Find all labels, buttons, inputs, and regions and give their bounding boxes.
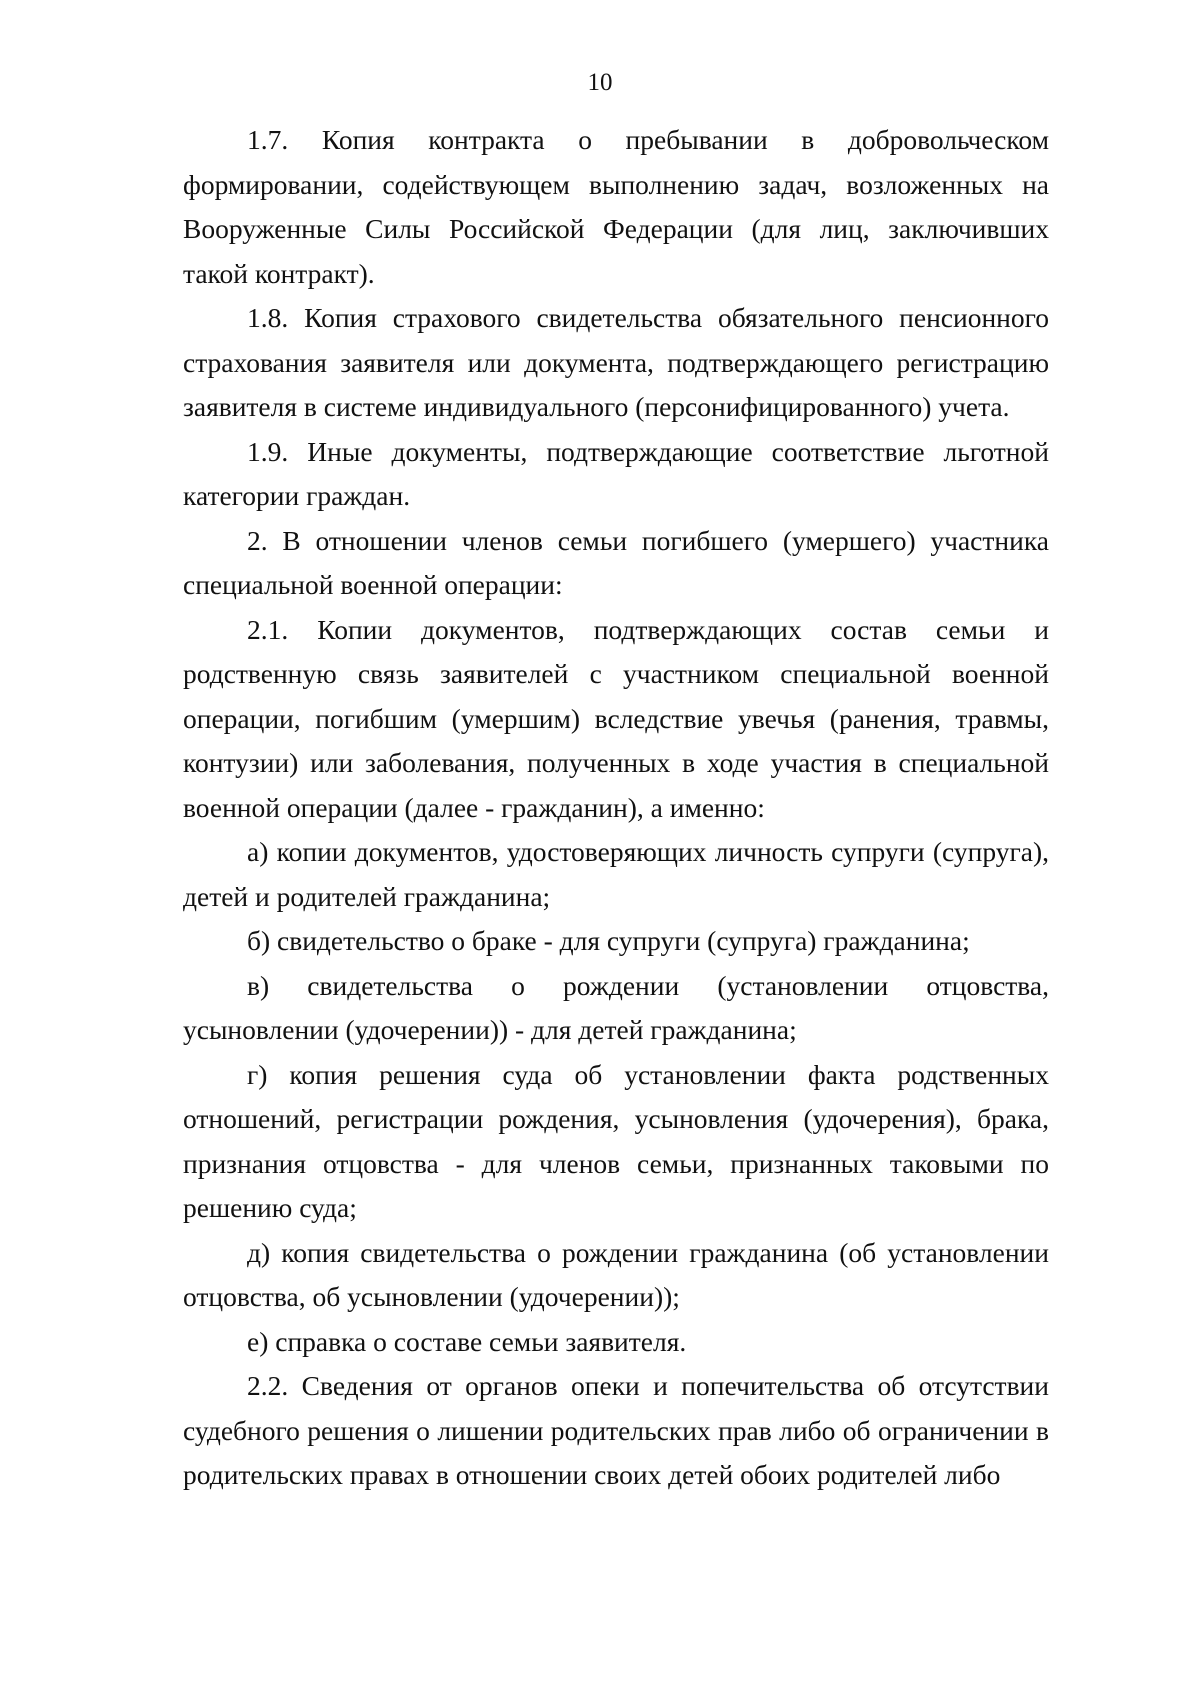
paragraph-1-9: 1.9. Иные документы, подтверждающие соответствие льготной категории граждан. <box>183 435 1049 511</box>
paragraph-2-1: 2.1. Копии документов, подтверждающих состав семьи и родственную связь заявителей с участником специальной военной операции, погибшим (умершим) вследствие увечья (ранения, травмы, контузии) или заболевания, полученных в ходе участия в специальной военной операции (далее - гражданин), а именно: <box>183 613 1049 823</box>
paragraph-1-8: 1.8. Копия страхового свидетельства обязательного пенсионного страхования заявителя или документа, подтверждающего регистрацию заявителя в системе индивидуального (персонифицированного) учета. <box>183 302 1049 422</box>
list-item-g: г) копия решения суда об установлении факта родственных отношений, регистрации рождения, усыновления (удочерения), брака, признания отцовства - для членов семьи, признанных таковыми по решению суда; <box>183 1058 1049 1223</box>
list-item-a: а) копии документов, удостоверяющих личность супруги (супруга), детей и родителей гражданина; <box>183 836 1049 912</box>
paragraph-2-2: 2.2. Сведения от органов опеки и попечительства об отсутствии судебного решения о лишении родительских прав либо об ограничении в родительских правах в отношении своих детей обоих родителей либо <box>183 1370 1049 1490</box>
list-item-d: д) копия свидетельства о рождении гражданина (об установлении отцовства, об усыновлении (удочерении)); <box>183 1236 1049 1312</box>
list-item-b: б) свидетельство о браке - для супруги (супруга) гражданина; <box>247 925 970 956</box>
list-item-v: в) свидетельства о рождении (установлении отцовства, усыновлении (удочерении)) - для детей гражданина; <box>183 969 1049 1045</box>
page-number: 10 <box>587 69 613 96</box>
paragraph-2: 2. В отношении членов семьи погибшего (умершего) участника специальной военной операции: <box>183 524 1049 600</box>
paragraph-1-7: 1.7. Копия контракта о пребывании в добровольческом формировании, содействующем выполнению задач, возложенных на Вооруженные Силы Российской Федерации (для лиц, заключивших такой контракт). <box>183 124 1049 289</box>
document-body <box>183 118 1049 1498</box>
list-item-e: е) справка о составе семьи заявителя. <box>247 1325 687 1357</box>
